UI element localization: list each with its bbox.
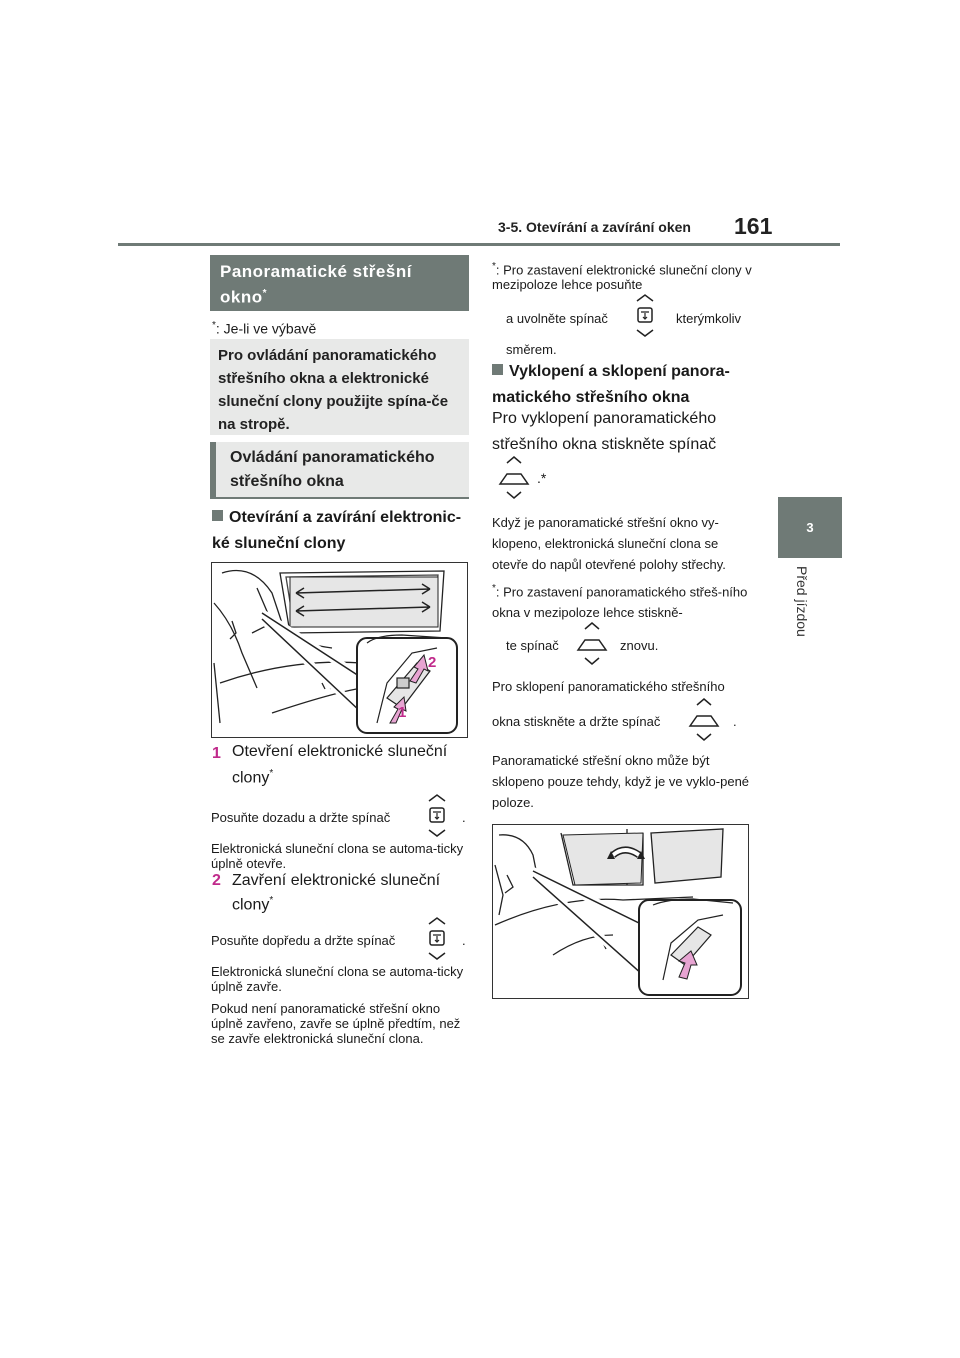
item-2-title: Zavření elektronické sluneční clony* xyxy=(232,872,441,914)
tilt-instruction: Pro vyklopení panoramatického střešního okna stiskněte spínač xyxy=(492,410,717,453)
final-note: Panoramatické střešní okno může být sklopeno pouze tehdy, když je ve vyklo-pené poloze. xyxy=(492,753,750,810)
close-instruction-a: Pro sklopení panoramatického střešního xyxy=(492,679,725,694)
stop-note-1: *: Pro zastavení elektronické sluneční clony v mezipoloze lehce posuňte xyxy=(492,261,752,293)
section-title-box: Panoramatické střešní okno* xyxy=(210,255,469,311)
sunshade-heading: Otevírání a zavírání elektronic-ké sluneční clony xyxy=(212,509,462,552)
tilt-footnote-mark: .* xyxy=(537,470,547,486)
tilt-switch-icon-2 xyxy=(574,622,610,666)
item-2-step: Posuňte dopředu a držte spínač xyxy=(211,933,396,948)
tilt-heading: Vyklopení a sklopení panora-matického střešního okna xyxy=(492,363,730,406)
callout-2: 2 xyxy=(428,654,437,671)
tilt-switch-icon-3 xyxy=(686,698,722,742)
page-number: 161 xyxy=(734,213,773,239)
sunshade-illustration xyxy=(212,563,468,738)
close-instruction-c: . xyxy=(733,714,737,729)
stop-note-1-c: kterýmkoliv xyxy=(676,311,742,326)
tilt-result: Když je panoramatické střešní okno vy-klopeno, elektronická sluneční clona se otevře do napůl otevřené polohy střechy. xyxy=(492,515,726,572)
item-2-note: Pokud není panoramatické střešní okno úplně zavřeno, zavře se úplně předtím, než se zavře elektronická sluneční clona. xyxy=(211,1001,461,1046)
item-1-result: Elektronická sluneční clona se automa-ticky úplně otevře. xyxy=(211,841,464,871)
tilt-switch-figure xyxy=(492,824,749,999)
item-2-step-end: . xyxy=(462,933,466,948)
item-2-number: 2 xyxy=(212,872,221,889)
stop-note-1-d: směrem. xyxy=(506,342,557,357)
availability-footnote: *: Je-li ve výbavě xyxy=(212,320,317,337)
chapter-number: 3 xyxy=(806,520,814,535)
header-rule xyxy=(118,243,840,246)
sunshade-switch-figure xyxy=(211,562,468,738)
chapter-label: Před jízdou xyxy=(794,566,810,637)
item-1-number: 1 xyxy=(212,745,221,762)
item-1-title: Otevření elektronické sluneční clony* xyxy=(232,743,448,787)
chapter-tab[interactable] xyxy=(778,497,842,558)
stop-note-2-b: te spínač xyxy=(506,638,559,653)
item-2-result: Elektronická sluneční clona se automa-ticky úplně zavře. xyxy=(211,964,464,994)
section-title: 3-5. Otevírání a zavírání oken xyxy=(498,219,691,235)
intro-box: Pro ovládání panoramatického střešního okna a elektronické sluneční clony použijte spína-če na stropě. xyxy=(210,339,469,435)
close-instruction-b: okna stiskněte a držte spínač xyxy=(492,714,661,729)
callout-1: 1 xyxy=(398,704,407,721)
stop-note-2-c: znovu. xyxy=(620,638,659,653)
stop-note-2: *: Pro zastavení panoramatického střeš-ního okna v mezipoloze lehce stiskně- xyxy=(492,583,748,621)
slide-switch-icon-2 xyxy=(424,917,450,961)
tilt-illustration xyxy=(493,825,749,999)
item-1-step-end: . xyxy=(462,810,466,825)
heading-square-icon-2 xyxy=(492,364,503,375)
subsection-box: Ovládání panoramatického střešního okna xyxy=(210,442,469,499)
tilt-switch-icon xyxy=(496,456,532,500)
item-1-step: Posuňte dozadu a držte spínač xyxy=(211,810,391,825)
heading-square-icon xyxy=(212,510,223,521)
slide-switch-icon xyxy=(424,794,450,838)
slide-switch-icon-3 xyxy=(632,294,658,338)
stop-note-1-b: a uvolněte spínač xyxy=(506,311,608,326)
